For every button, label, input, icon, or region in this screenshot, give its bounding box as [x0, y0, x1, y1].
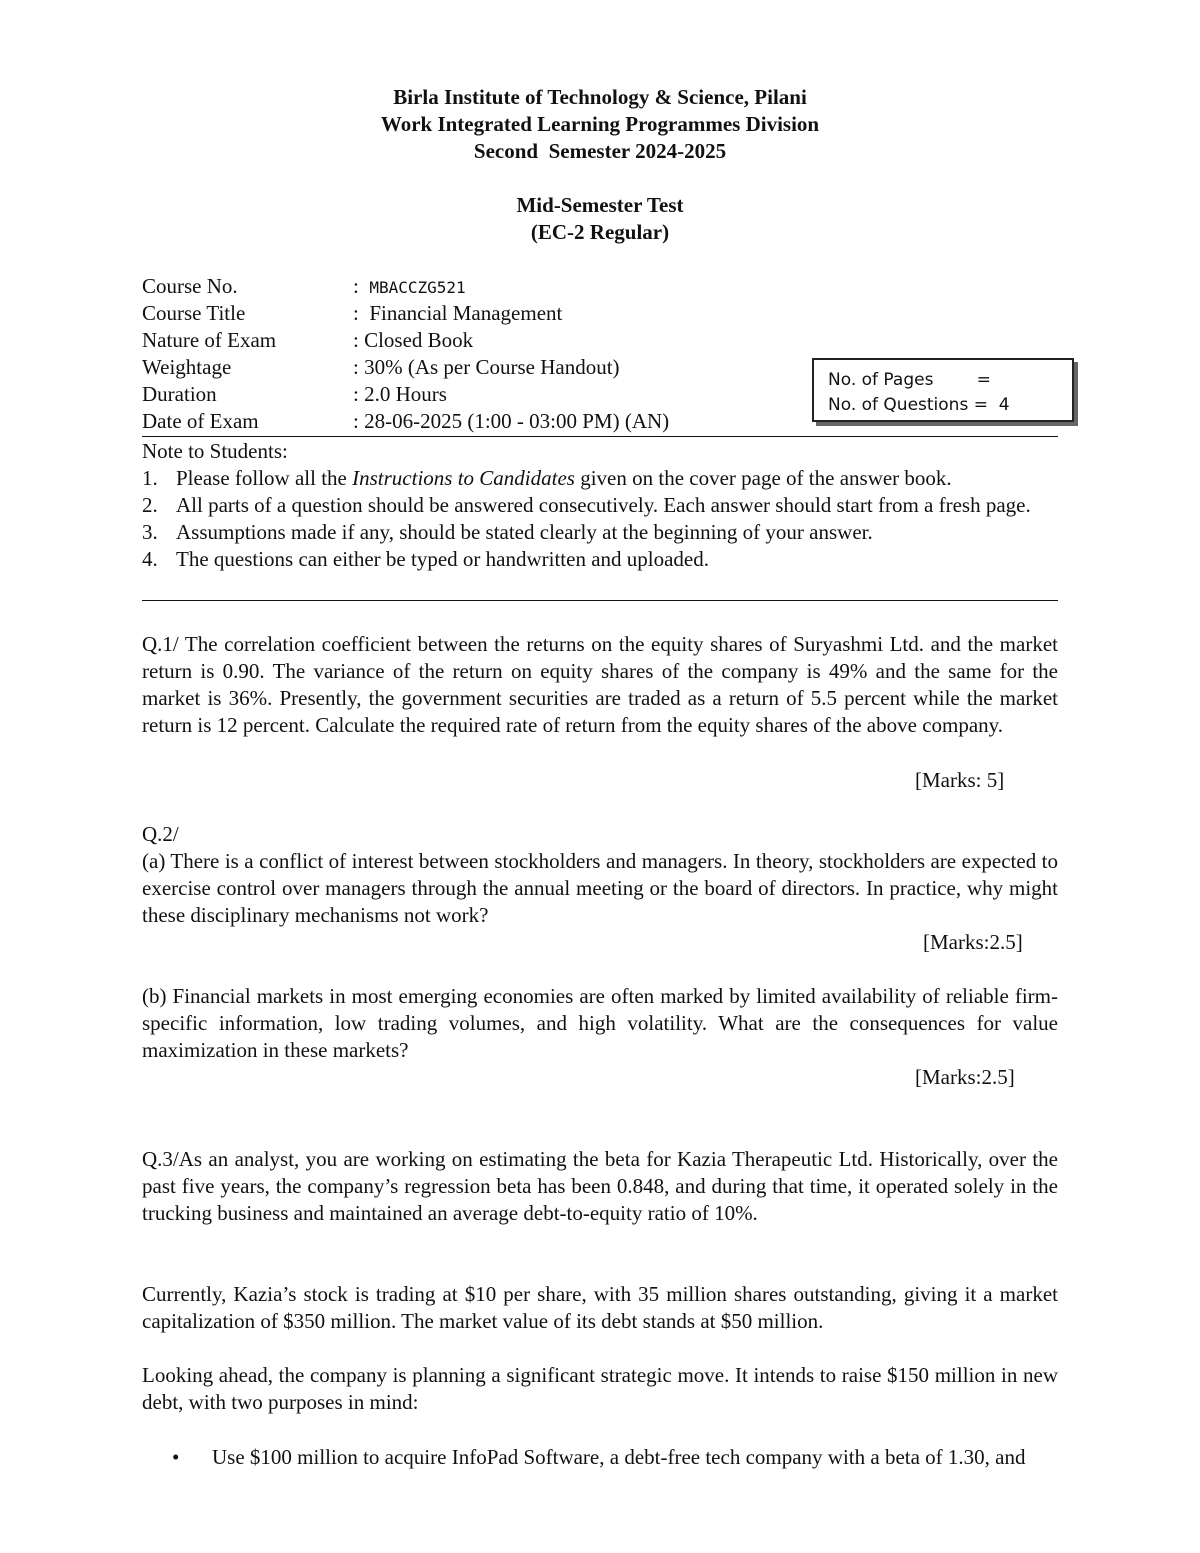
pages-count: No. of Pages =: [828, 370, 991, 390]
question-3-market-data: Currently, Kazia’s stock is trading at $10 per share, with 35 million shares outstanding, giving it a market capitalization of $350 million. The market value of its debt stands at $50 million.: [142, 1282, 1058, 1333]
note-number: 4.: [142, 547, 158, 571]
nature-label: Nature of Exam: [142, 328, 277, 352]
duration-value: : 2.0 Hours: [353, 382, 447, 406]
bullet-icon: •: [172, 1445, 180, 1469]
instructions-emphasis: Instructions to Candidates: [352, 466, 575, 490]
question-3-plan: Looking ahead, the company is planning a significant strategic move. It intends to raise $150 million in new debt, with two purposes in mind:: [142, 1363, 1058, 1414]
course-no-value: MBACCZG521: [369, 278, 466, 297]
question-2a-text: (a) There is a conflict of interest between stockholders and managers. In theory, stockholders are expected to exercise control over managers through the annual meeting or the board of directors. In practice, why might these disciplinary mechanisms not work?: [142, 849, 1058, 927]
note-text: Assumptions made if any, should be stated clearly at the beginning of your answer.: [176, 520, 873, 544]
nature-value: : Closed Book: [353, 328, 474, 352]
date-value: : 28-06-2025 (1:00 - 03:00 PM) (AN): [353, 409, 670, 433]
question-3-intro: Q.3/As an analyst, you are working on estimating the beta for Kazia Therapeutic Ltd. Historically, over the past five years, the company’s regression beta has been 0.848, and during that time, it operated solely in the trucking business and maintained an average debt-to-equity ratio of 10%.: [142, 1147, 1058, 1225]
date-row: [142, 408, 842, 435]
question-3-bullet: [142, 1444, 1058, 1471]
note-number: 3.: [142, 520, 158, 544]
colon: :: [353, 274, 359, 298]
note-text: [176, 465, 1058, 492]
note-text: All parts of a question should be answered consecutively. Each answer should start from a fresh page.: [176, 493, 1031, 517]
institute-name: Birla Institute of Technology & Science, Pilani: [393, 85, 807, 109]
notes-title: Note to Students:: [142, 439, 288, 463]
division-name: Work Integrated Learning Programmes Division: [380, 112, 820, 136]
duration-row: [142, 381, 842, 408]
course-no-row: [142, 273, 842, 300]
question-1-text: Q.1/ The correlation coefficient between the returns on the equity shares of Suryashmi Ltd. and the market return is 0.90. The variance of the return on equity shares of the company is 49% and the same for the market is 36%. Presently, the government securities are traded as a return of 5.5 percent while the market return is 12 percent. Calculate the required rate of return from the equity shares of the above company.: [142, 632, 1058, 737]
nature-row: [142, 327, 842, 354]
note-number: 1.: [142, 466, 158, 490]
colon: :: [353, 301, 359, 325]
questions-count: No. of Questions = 4: [828, 395, 1010, 415]
exam-header: [0, 84, 1200, 165]
notes-to-students: [142, 438, 1058, 573]
note-text-part: Please follow all the: [176, 466, 353, 490]
date-label: Date of Exam: [142, 409, 259, 433]
question-2-title: Q.2/: [142, 822, 179, 846]
course-title-row: [142, 300, 842, 327]
question-2b-text: (b) Financial markets in most emerging economies are often marked by limited availability of reliable firm-specific information, low trading volumes, and high volatility. What are the consequences for value maximization in these markets?: [142, 984, 1058, 1062]
question-1-marks: [Marks: 5]: [915, 768, 1005, 792]
note-item: [142, 519, 1058, 546]
course-no-colon: [353, 273, 466, 301]
test-type: (EC-2 Regular): [530, 220, 670, 244]
weightage-row: [142, 354, 842, 381]
divider-top: [142, 436, 1058, 437]
weightage-label: Weightage: [142, 355, 232, 379]
course-title-label: Course Title: [142, 301, 246, 325]
duration-label: Duration: [142, 382, 217, 406]
note-number: 2.: [142, 493, 158, 517]
note-item: [142, 492, 1058, 519]
question-2a-marks: [Marks:2.5]: [923, 930, 1023, 954]
divider-bottom: [142, 600, 1058, 601]
note-item: [142, 465, 1058, 492]
pages-info-box: [812, 358, 1074, 422]
test-header: [0, 192, 1200, 246]
bullet-text: Use $100 million to acquire InfoPad Software, a debt-free tech company with a beta of 1.30, and: [212, 1445, 1026, 1469]
weightage-value: : 30% (As per Course Handout): [353, 355, 620, 379]
course-title-value: Financial Management: [369, 301, 563, 325]
semester-title: Second Semester 2024-2025: [473, 139, 727, 163]
note-text: The questions can either be typed or handwritten and uploaded.: [176, 547, 709, 571]
course-no-label: Course No.: [142, 274, 238, 298]
note-item: [142, 546, 1058, 573]
note-text-part: given on the cover page of the answer book.: [574, 466, 952, 490]
question-2b-marks: [Marks:2.5]: [915, 1065, 1015, 1089]
test-title: Mid-Semester Test: [516, 193, 684, 217]
course-title-colon: [353, 300, 562, 327]
exam-details: [142, 273, 842, 435]
